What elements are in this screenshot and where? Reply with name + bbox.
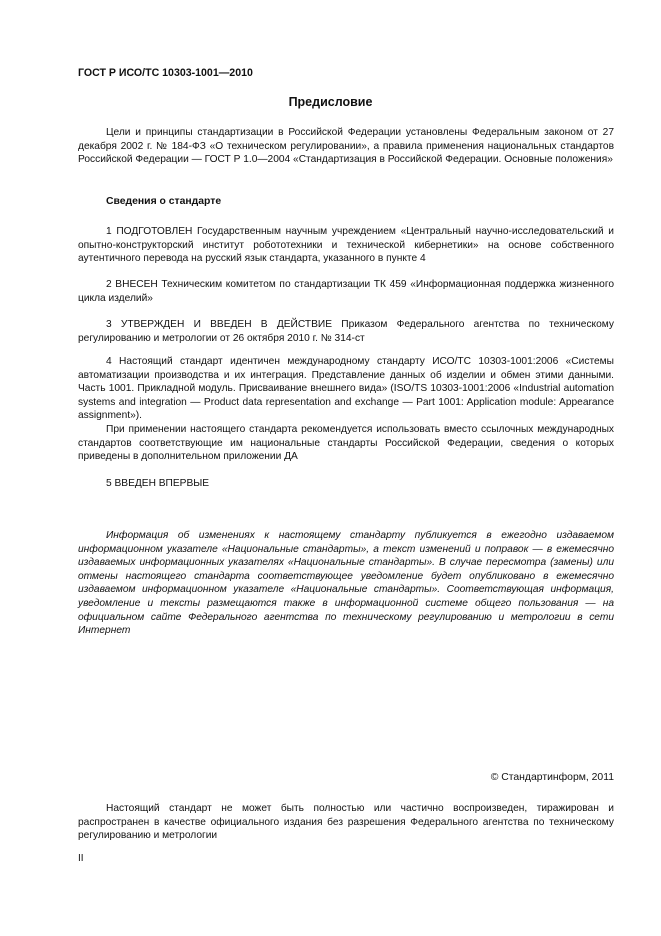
document-header: ГОСТ Р ИСО/ТС 10303-1001—2010: [78, 67, 253, 79]
about-item-1: 1 ПОДГОТОВЛЕН Государственным научным учреждением «Центральный научно-исследовательский и опытно-конструкторский институт робототехники и технической кибернетики» на основе собственного аутентичного перевода на русский язык стандарта, указанного в пункте 4: [78, 226, 614, 265]
about-item-3-block: [78, 318, 614, 345]
page-number: II: [78, 853, 84, 864]
foreword-intro-block: [78, 126, 614, 167]
reproduction-notice-block: [78, 802, 614, 843]
foreword-title: Предисловие: [288, 95, 373, 109]
reproduction-notice: Настоящий стандарт не может быть полностью или частично воспроизведен, тиражирован и распространен в качестве официального издания без разрешения Федерального агентства по техническому регулированию и метрологии: [78, 803, 614, 842]
change-info-block: [78, 529, 614, 638]
about-item-4: 4 Настоящий стандарт идентичен международному стандарту ИСО/ТС 10303-1001:2006 «Системы автоматизации производства и их интеграция. Представление данных об изделии и обмен этими данными. Часть 1001. Прикладной модуль. Присваивание внешнего вида» (ISO/TS 10303-1001:2006 «Industrial automation systems and integration — Product data representation and exchange — Part 1001: Application module: Appearance assignment»).: [78, 356, 614, 422]
change-info: Информация об изменениях к настоящему стандарту публикуется в ежегодно издаваемом информационном указателе «Национальные стандарты», а текст изменений и поправок — в ежемесячно издаваемых информационных указателях «Национальные стандарты». В случае пересмотра (замены) или отмены настоящего стандарта соответствующее уведомление будет опубликовано в ежемесячно издаваемом информационном указателе «Национальные стандарты». Соответствующая информация, уведомление и тексты размещаются также в информационной системе общего пользования — на официальном сайте Федерального агентства по техническому регулированию и метрологии в сети Интернет: [78, 530, 614, 637]
about-item-5-block: [78, 477, 614, 491]
foreword-intro: Цели и принципы стандартизации в Российской Федерации установлены Федеральным законом от 27 декабря 2002 г. № 184-ФЗ «О техническом регулировании», а правила применения национальных стандартов Российской Федерации — ГОСТ Р 1.0—2004 «Стандартизация в Российской Федерации. Основные положения»: [78, 127, 614, 166]
about-item-2-block: [78, 278, 614, 305]
about-item-4-note: При применении настоящего стандарта рекомендуется использовать вместо ссылочных международных стандартов соответствующие им национальные стандарты Российской Федерации, сведения о которых приведены в дополнительном приложении ДА: [78, 423, 614, 463]
about-item-5: 5 ВВЕДЕН ВПЕРВЫЕ: [106, 478, 210, 489]
copyright-line: © Стандартинформ, 2011: [490, 772, 614, 783]
about-item-2: 2 ВНЕСЕН Техническим комитетом по стандартизации ТК 459 «Информационная поддержка жизненного цикла изделий»: [78, 279, 614, 304]
about-item-1-block: [78, 225, 614, 266]
about-item-3: 3 УТВЕРЖДЕН И ВВЕДЕН В ДЕЙСТВИЕ Приказом Федерального агентства по техническому регулированию и метрологии от 26 октября 2010 г. № 314-ст: [78, 319, 614, 344]
about-standard-heading: Сведения о стандарте: [106, 196, 222, 207]
about-item-4-block: [78, 355, 614, 464]
